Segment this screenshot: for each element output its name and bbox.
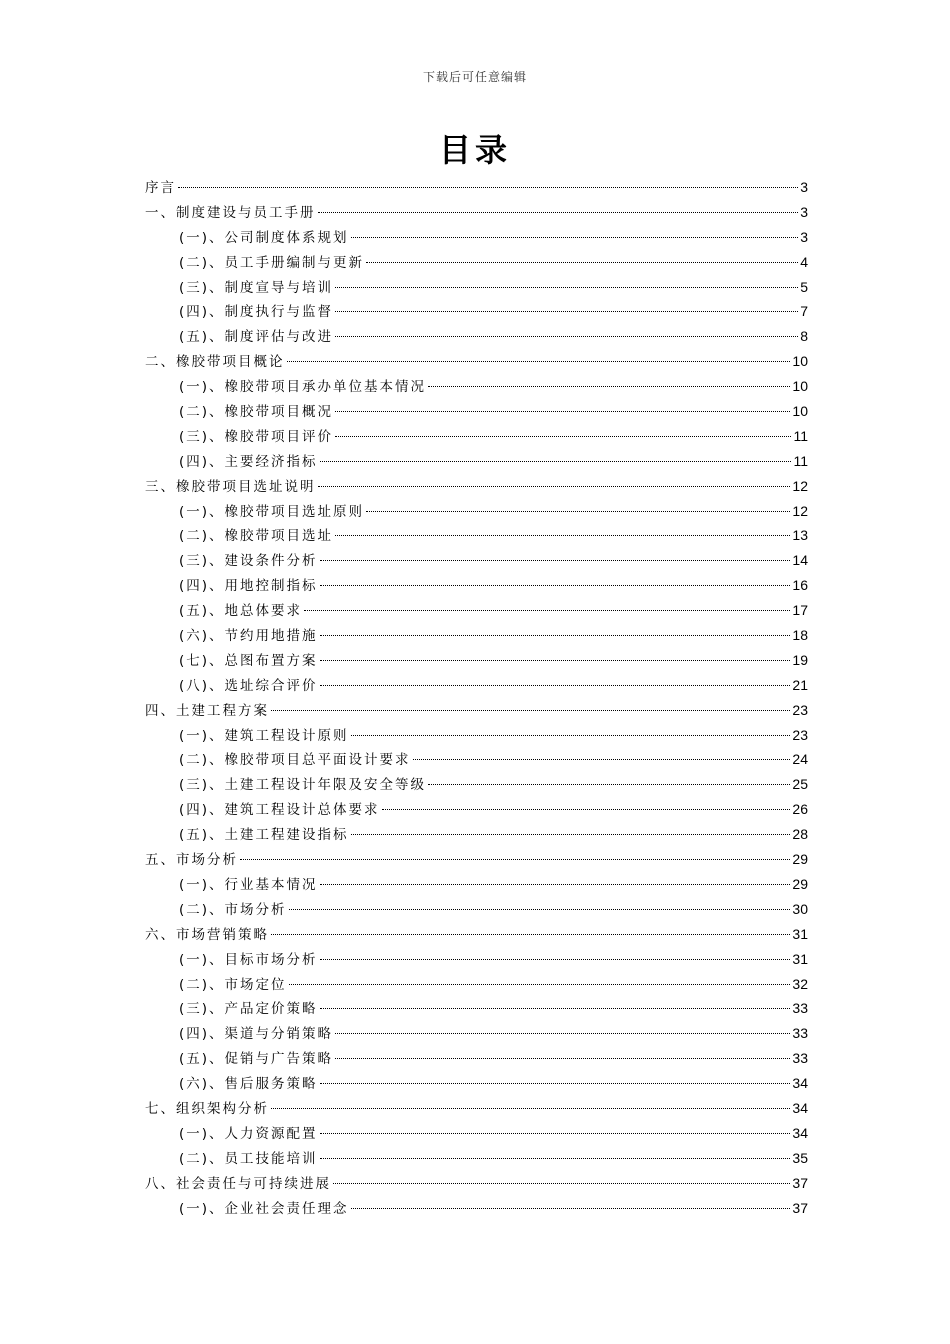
dot-leader	[289, 909, 791, 910]
dot-leader	[335, 1033, 790, 1034]
toc-entry-page-number: 10	[792, 378, 808, 395]
toc-entry-chapter[interactable]	[145, 175, 808, 200]
toc-entry-title: (三)、建设条件分析	[179, 553, 318, 570]
dot-leader	[271, 934, 790, 935]
toc-entry-title: 六、市场营销策略	[145, 926, 269, 943]
toc-entry-title: (一)、目标市场分析	[179, 951, 318, 968]
toc-entry-section[interactable]	[145, 1046, 808, 1071]
toc-entry-page-number: 11	[793, 452, 808, 469]
dot-leader	[320, 1083, 791, 1084]
toc-entry-section[interactable]	[145, 324, 808, 349]
dot-leader	[335, 1058, 790, 1059]
dot-leader	[178, 187, 798, 188]
toc-entry-title: (五)、土建工程建设指标	[179, 827, 349, 844]
toc-entry-title: (四)、用地控制指标	[179, 578, 318, 595]
toc-entry-title: 八、社会责任与可持续进展	[145, 1175, 331, 1192]
toc-entry-title: (二)、市场分析	[179, 901, 287, 918]
toc-entry-section[interactable]	[145, 872, 808, 897]
dot-leader	[335, 535, 790, 536]
toc-entry-section[interactable]	[145, 623, 808, 648]
dot-leader	[413, 759, 791, 760]
toc-entry-page-number: 37	[792, 1199, 808, 1216]
toc-entry-page-number: 8	[800, 328, 808, 345]
toc-entry-page-number: 31	[792, 950, 808, 967]
dot-leader	[335, 287, 798, 288]
toc-entry-title: 三、橡胶带项目选址说明	[145, 478, 316, 495]
toc-entry-section[interactable]	[145, 747, 808, 772]
dot-leader	[351, 834, 791, 835]
toc-entry-title: (三)、橡胶带项目评价	[179, 428, 334, 445]
toc-entry-title: (四)、制度执行与监督	[179, 304, 334, 321]
toc-entry-title: 七、组织架构分析	[145, 1100, 269, 1117]
toc-entry-title: 二、橡胶带项目概论	[145, 354, 285, 371]
dot-leader	[351, 1208, 791, 1209]
toc-entry-page-number: 33	[792, 1025, 808, 1042]
toc-entry-section[interactable]	[145, 1121, 808, 1146]
toc-entry-chapter[interactable]	[145, 200, 808, 225]
toc-entry-title: (四)、主要经济指标	[179, 453, 318, 470]
dot-leader	[271, 1108, 790, 1109]
toc-entry-section[interactable]	[145, 424, 808, 449]
dot-leader	[318, 212, 799, 213]
dot-leader	[289, 984, 791, 985]
toc-entry-title: (二)、橡胶带项目选址	[179, 528, 334, 545]
dot-leader	[428, 784, 790, 785]
toc-entry-chapter[interactable]	[145, 1096, 808, 1121]
toc-entry-section[interactable]	[145, 996, 808, 1021]
toc-entry-page-number: 3	[800, 203, 808, 220]
toc-entry-section[interactable]	[145, 275, 808, 300]
toc-entry-page-number: 24	[792, 751, 808, 768]
dot-leader	[335, 336, 798, 337]
toc-entry-section[interactable]	[145, 723, 808, 748]
toc-list	[145, 175, 808, 1220]
toc-entry-page-number: 23	[792, 726, 808, 743]
toc-entry-page-number: 7	[800, 303, 808, 320]
toc-entry-title: (五)、地总体要求	[179, 603, 303, 620]
toc-entry-title: (一)、企业社会责任理念	[179, 1200, 349, 1217]
toc-entry-page-number: 13	[792, 527, 808, 544]
toc-entry-page-number: 23	[792, 701, 808, 718]
toc-entry-section[interactable]	[145, 897, 808, 922]
toc-entry-title: 四、土建工程方案	[145, 702, 269, 719]
toc-entry-chapter[interactable]	[145, 1171, 808, 1196]
toc-entry-section[interactable]	[145, 598, 808, 623]
toc-entry-section[interactable]	[145, 573, 808, 598]
toc-entry-section[interactable]	[145, 374, 808, 399]
toc-entry-section[interactable]	[145, 250, 808, 275]
toc-entry-title: (六)、节约用地措施	[179, 628, 318, 645]
toc-entry-page-number: 10	[792, 353, 808, 370]
toc-entry-title: (一)、公司制度体系规划	[179, 229, 349, 246]
toc-entry-title: (三)、土建工程设计年限及安全等级	[179, 777, 427, 794]
toc-entry-page-number: 18	[792, 627, 808, 644]
dot-leader	[333, 1183, 790, 1184]
toc-entry-title: (一)、行业基本情况	[179, 876, 318, 893]
toc-entry-section[interactable]	[145, 673, 808, 698]
toc-entry-page-number: 28	[792, 826, 808, 843]
toc-entry-title: (二)、员工手册编制与更新	[179, 254, 365, 271]
toc-entry-title: (三)、制度宣导与培训	[179, 279, 334, 296]
dot-leader	[382, 809, 791, 810]
toc-entry-title: (二)、橡胶带项目总平面设计要求	[179, 752, 411, 769]
dot-leader	[320, 635, 791, 636]
toc-entry-chapter[interactable]	[145, 847, 808, 872]
toc-entry-section[interactable]	[145, 822, 808, 847]
toc-entry-section[interactable]	[145, 1196, 808, 1221]
toc-entry-section[interactable]	[145, 648, 808, 673]
toc-entry-page-number: 12	[792, 477, 808, 494]
toc-entry-title: (二)、员工技能培训	[179, 1150, 318, 1167]
toc-entry-page-number: 19	[792, 651, 808, 668]
dot-leader	[335, 411, 790, 412]
toc-entry-page-number: 21	[792, 676, 808, 693]
toc-entry-title: (七)、总图布置方案	[179, 652, 318, 669]
toc-entry-section[interactable]	[145, 225, 808, 250]
dot-leader	[320, 1133, 791, 1134]
toc-entry-page-number: 33	[792, 1000, 808, 1017]
toc-entry-title: (一)、人力资源配置	[179, 1125, 318, 1142]
toc-entry-title: (四)、渠道与分销策略	[179, 1026, 334, 1043]
dot-leader	[351, 735, 791, 736]
toc-entry-page-number: 3	[800, 179, 808, 195]
toc-entry-section[interactable]	[145, 1071, 808, 1096]
dot-leader	[287, 361, 791, 362]
toc-entry-section[interactable]	[145, 299, 808, 324]
dot-leader	[240, 859, 790, 860]
toc-entry-page-number: 31	[792, 925, 808, 942]
toc-entry-section[interactable]	[145, 947, 808, 972]
toc-entry-page-number: 11	[793, 427, 808, 444]
toc-entry-page-number: 17	[792, 602, 808, 619]
toc-entry-section[interactable]	[145, 523, 808, 548]
toc-entry-page-number: 12	[792, 502, 808, 519]
toc-entry-page-number: 34	[792, 1124, 808, 1141]
dot-leader	[320, 585, 791, 586]
dot-leader	[304, 610, 790, 611]
toc-entry-section[interactable]	[145, 972, 808, 997]
toc-entry-page-number: 4	[800, 253, 808, 270]
toc-entry-page-number: 29	[792, 875, 808, 892]
toc-entry-chapter[interactable]	[145, 349, 808, 374]
toc-entry-page-number: 32	[792, 975, 808, 992]
toc-entry-page-number: 14	[792, 552, 808, 569]
dot-leader	[335, 436, 791, 437]
toc-entry-section[interactable]	[145, 548, 808, 573]
dot-leader	[320, 660, 791, 661]
dot-leader	[320, 461, 792, 462]
dot-leader	[428, 386, 790, 387]
toc-entry-section[interactable]	[145, 797, 808, 822]
dot-leader	[366, 511, 790, 512]
dot-leader	[320, 560, 791, 561]
toc-entry-title: 序言	[145, 180, 176, 196]
toc-entry-title: (一)、橡胶带项目选址原则	[179, 503, 365, 520]
toc-entry-chapter[interactable]	[145, 474, 808, 499]
toc-entry-title: (二)、市场定位	[179, 976, 287, 993]
dot-leader	[335, 311, 798, 312]
toc-entry-section[interactable]	[145, 399, 808, 424]
toc-entry-page-number: 29	[792, 851, 808, 868]
toc-entry-title: (八)、选址综合评价	[179, 677, 318, 694]
toc-entry-section[interactable]	[145, 1146, 808, 1171]
toc-entry-title: (二)、橡胶带项目概况	[179, 404, 334, 421]
toc-entry-page-number: 25	[792, 776, 808, 793]
toc-entry-title: (一)、建筑工程设计原则	[179, 727, 349, 744]
toc-entry-title: (一)、橡胶带项目承办单位基本情况	[179, 379, 427, 396]
toc-title: 目录	[438, 131, 511, 169]
toc-entry-page-number: 10	[792, 403, 808, 420]
dot-leader	[320, 685, 791, 686]
toc-entry-title: (六)、售后服务策略	[179, 1076, 318, 1093]
toc-entry-section[interactable]	[145, 449, 808, 474]
toc-entry-title: 一、制度建设与员工手册	[145, 204, 316, 221]
toc-entry-page-number: 35	[792, 1149, 808, 1166]
toc-entry-page-number: 37	[792, 1174, 808, 1191]
toc-entry-section[interactable]	[145, 499, 808, 524]
toc-entry-page-number: 16	[792, 577, 808, 594]
dot-leader	[320, 1158, 791, 1159]
page-header: 下载后可任意编辑	[422, 70, 527, 84]
toc-entry-chapter[interactable]	[145, 698, 808, 723]
dot-leader	[320, 884, 791, 885]
toc-entry-page-number: 33	[792, 1050, 808, 1067]
toc-entry-page-number: 30	[792, 900, 808, 917]
dot-leader	[320, 959, 791, 960]
toc-entry-title: (五)、制度评估与改进	[179, 329, 334, 346]
toc-entry-title: (五)、促销与广告策略	[179, 1051, 334, 1068]
dot-leader	[320, 1008, 791, 1009]
toc-entry-title: 五、市场分析	[145, 852, 238, 869]
toc-entry-title: (四)、建筑工程设计总体要求	[179, 802, 380, 819]
toc-entry-title: (三)、产品定价策略	[179, 1001, 318, 1018]
toc-entry-section[interactable]	[145, 1021, 808, 1046]
dot-leader	[351, 237, 799, 238]
toc-entry-page-number: 3	[800, 228, 808, 245]
dot-leader	[366, 262, 798, 263]
dot-leader	[318, 486, 791, 487]
toc-entry-page-number: 26	[792, 801, 808, 818]
toc-entry-section[interactable]	[145, 772, 808, 797]
toc-entry-page-number: 34	[792, 1075, 808, 1092]
toc-entry-page-number: 34	[792, 1099, 808, 1116]
toc-entry-page-number: 5	[800, 278, 808, 295]
dot-leader	[271, 710, 790, 711]
toc-entry-chapter[interactable]	[145, 922, 808, 947]
